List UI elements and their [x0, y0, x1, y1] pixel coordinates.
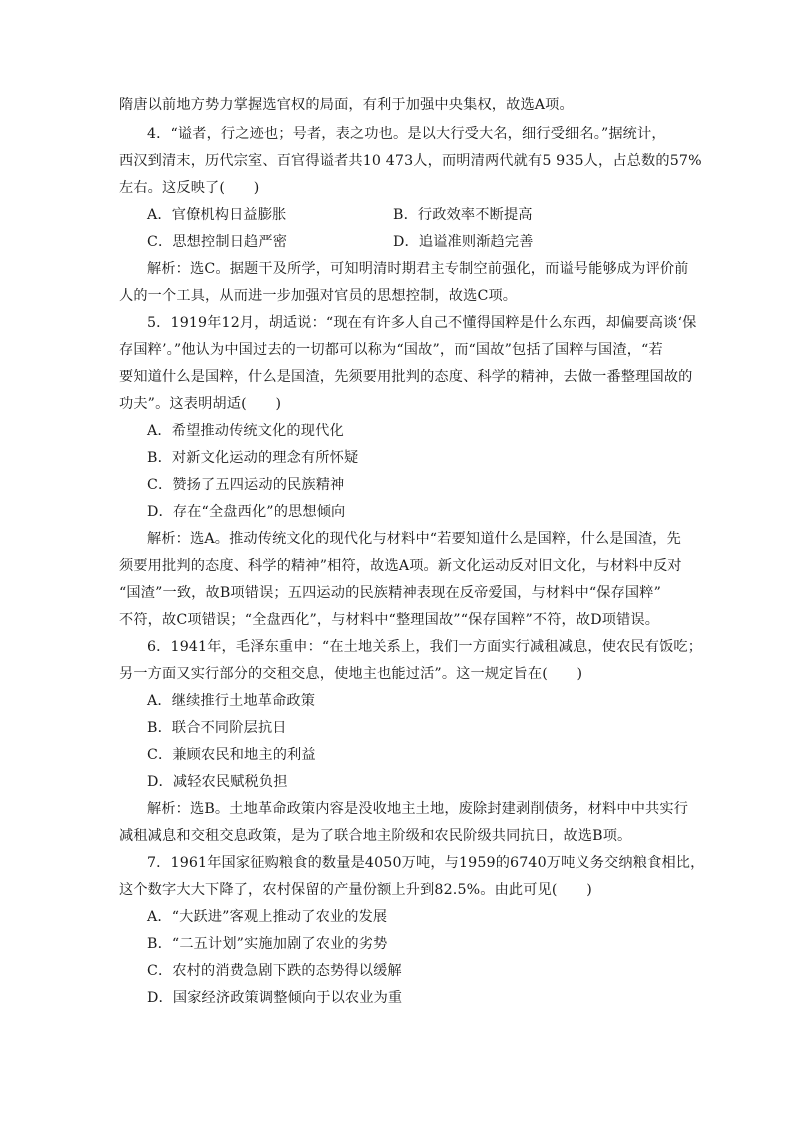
question-6-option-b: B．联合不同阶层抗日 [147, 720, 287, 736]
question-5-option-b: B．对新文化运动的理念有所怀疑 [147, 450, 359, 466]
question-5-stem-line-4: 功夫”。这表明胡适( ) [119, 396, 282, 412]
question-7-stem-line-1: 7．1961年国家征购粮食的数量是4050万吨，与1959的6740万吨义务交纳粮食相比， [147, 855, 705, 871]
question-4-stem-line-1: 4．“谥者，行之迹也；号者，表之功也。是以大行受大名，细行受细名。”据统计， [147, 126, 666, 142]
question-6-option-a: A．继续推行土地革命政策 [147, 693, 316, 709]
question-5-option-a: A．希望推动传统文化的现代化 [147, 423, 344, 439]
question-7-stem-line-2: 这个数字大大下降了，农村保留的产量份额上升到82.5%。由此可见( ) [119, 882, 592, 898]
answer-6-line-2: 减租减息和交租交息政策，是为了联合地主阶级和农民阶级共同抗日，故选B项。 [119, 828, 632, 844]
question-4-option-c: C．思想控制日趋严密 [147, 234, 288, 250]
answer-4-line-2: 人的一个工具，从而进一步加强对官员的思想控制，故选C项。 [119, 288, 518, 304]
answer-5-line-1: 解析：选A。推动传统文化的现代化与材料中“若要知道什么是国粹，什么是国渣，先 [147, 531, 681, 547]
question-6-option-d: D．减轻农民赋税负担 [147, 774, 288, 790]
question-4-stem-line-2: 西汉到清末，历代宗室、百官得谥者共10 473人，而明清两代就有5 935人，占总数的57% [119, 153, 702, 169]
question-7-option-c: C．农村的消费急剧下跌的态势得以缓解 [147, 963, 402, 979]
question-6-stem-line-2: 另一方面又实行部分的交租交息，使地主也能过活”。这一规定旨在( ) [119, 666, 583, 682]
answer-3-continuation: 隋唐以前地方势力掌握选官权的局面，有利于加强中央集权，故选A项。 [119, 97, 574, 113]
answer-5-line-3: “国渣”一致，故B项错误；五四运动的民族精神表现在反帝爱国，与材料中“保存国粹” [119, 585, 662, 601]
answer-5-line-2: 须要用批判的态度、科学的精神”相符，故选A项。新文化运动反对旧文化，与材料中反对 [119, 558, 682, 574]
question-7-option-d: D．国家经济政策调整倾向于以农业为重 [147, 990, 403, 1006]
question-4-option-a: A．官僚机构日益膨胀 [147, 207, 287, 223]
question-5-option-c: C．赞扬了五四运动的民族精神 [147, 477, 345, 493]
question-5-stem-line-3: 要知道什么是国粹，什么是国渣，先须要用批判的态度、科学的精神，去做一番整理国故的 [119, 369, 693, 385]
question-7-option-a: A．“大跃进”客观上推动了农业的发展 [147, 909, 388, 925]
question-5-stem-line-2: 存国粹’。”他认为中国过去的一切都可以称为“国故”，而“国故”包括了国粹与国渣，“若 [119, 342, 663, 358]
question-5-option-d: D．存在“全盘西化”的思想倾向 [147, 504, 346, 520]
question-6-stem-line-1: 6．1941年，毛泽东重申：“在土地关系上，我们一方面实行减租减息，使农民有饭吃； [147, 639, 703, 655]
question-4-option-d: D．追谥准则渐趋完善 [393, 234, 534, 250]
question-6-option-c: C．兼顾农民和地主的利益 [147, 747, 316, 763]
answer-6-line-1: 解析：选B。土地革命政策内容是没收地主土地，废除封建剥削债务，材料中中共实行 [147, 801, 689, 817]
question-7-option-b: B．“二五计划”实施加剧了农业的劣势 [147, 936, 388, 952]
question-4-option-b: B．行政效率不断提高 [393, 207, 533, 223]
answer-5-line-4: 不符，故C项错误；“全盘西化”，与材料中“整理国故”“保存国粹”不符，故D项错误。 [119, 612, 660, 628]
question-5-stem-line-1: 5．1919年12月，胡适说：“现在有许多人自己不懂得国粹是什么东西，却偏要高谈‘保 [147, 315, 697, 331]
question-4-stem-line-3: 左右。这反映了( ) [119, 180, 260, 196]
answer-4-line-1: 解析：选C。据题干及所学，可知明清时期君主专制空前强化，而谥号能够成为评价前 [147, 261, 689, 277]
